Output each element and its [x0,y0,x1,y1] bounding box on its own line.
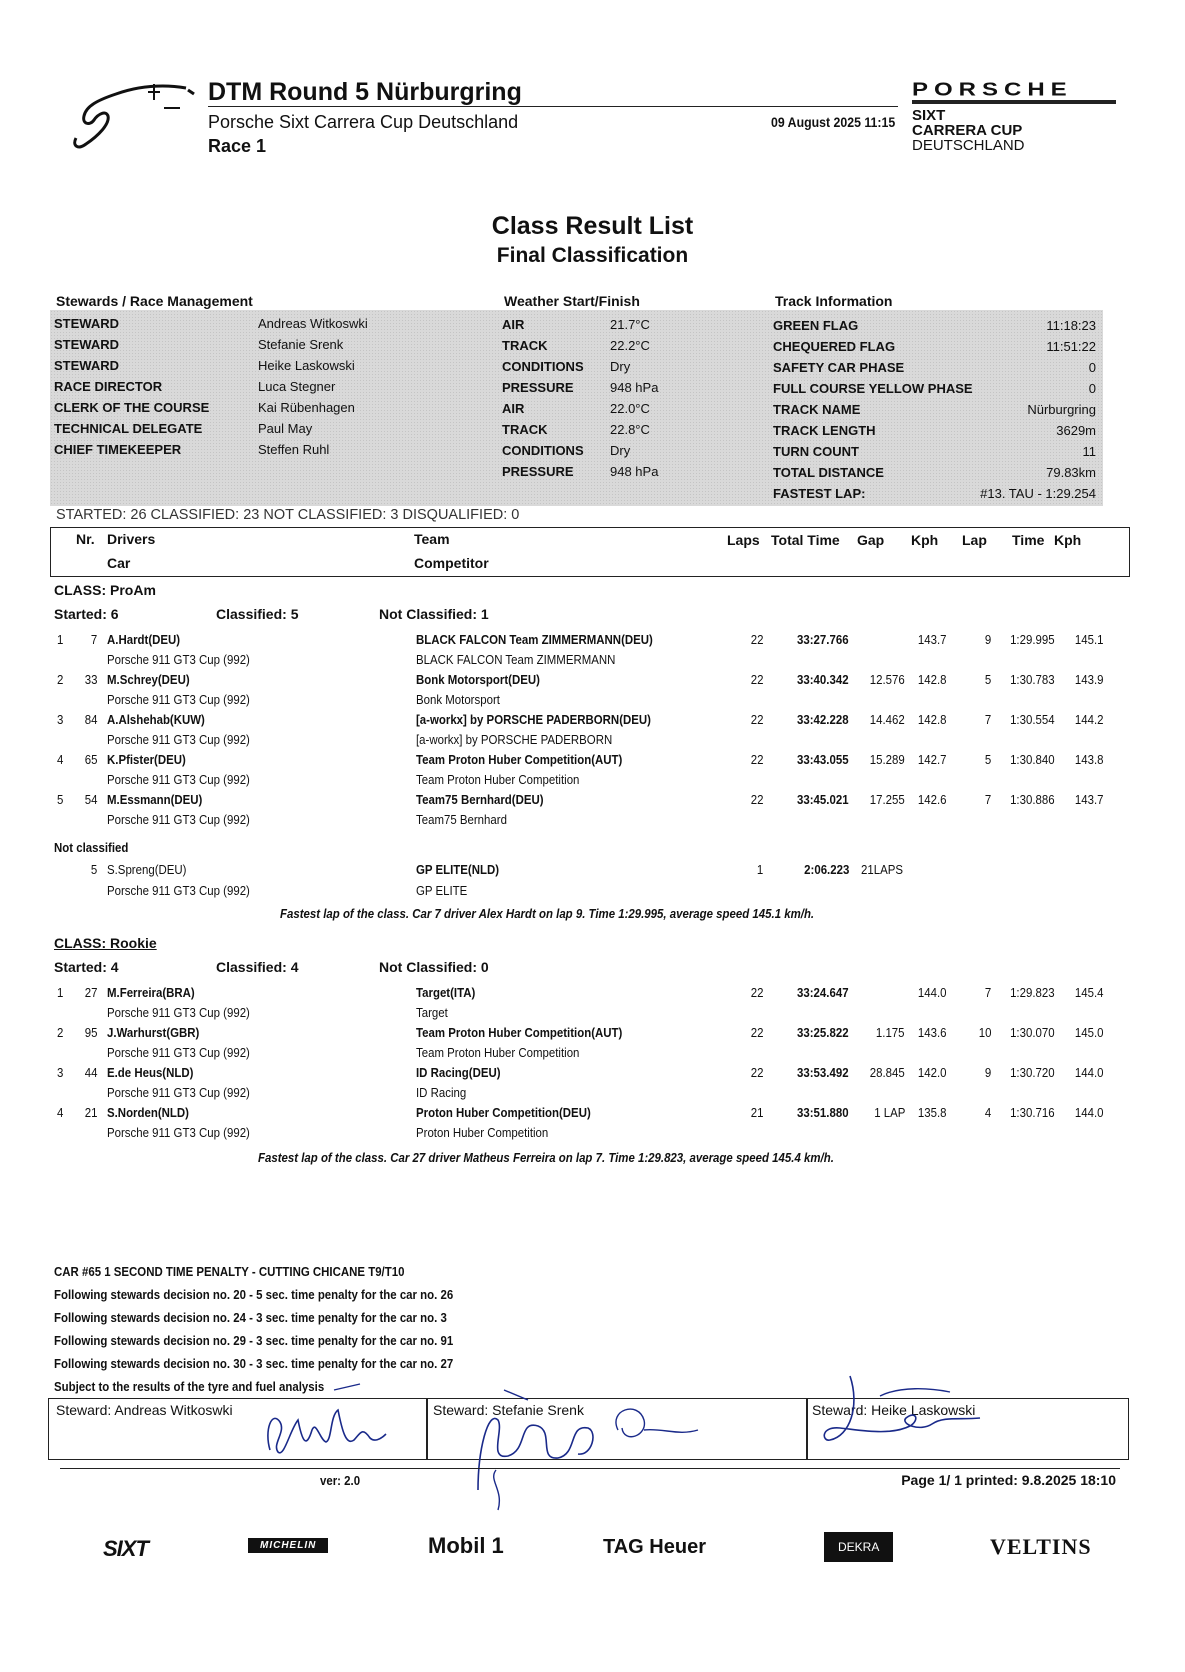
car-model: Porsche 911 GT3 Cup (992) [107,772,250,787]
team-name: BLACK FALCON Team ZIMMERMANN(DEU) [416,632,653,647]
best-lap-time: 1:30.720 [1010,1065,1055,1080]
track-value: #13. TAU - 1:29.254 [980,486,1096,501]
series-name: Porsche Sixt Carrera Cup Deutschland [208,112,519,132]
weather-label: AIR [502,317,525,332]
class-not-classified: Not Classified: 1 [379,606,489,622]
signature-label: Steward: Stefanie Srenk [433,1402,584,1418]
competitor-name: Bonk Motorsport [416,692,500,707]
avg-kph: 142.8 [918,712,947,727]
weather-value: Dry [610,443,631,458]
avg-kph: 135.8 [918,1105,947,1120]
weather-value: 22.2°C [610,338,650,353]
col-kph-best: Kph [1054,532,1082,548]
total-time: 33:40.342 [797,672,849,687]
track-label: TURN COUNT [773,444,859,459]
porsche-logo-rule [912,100,1116,104]
best-lap-kph: 145.0 [1075,1025,1104,1040]
avg-kph: 143.6 [918,1025,947,1040]
total-time: 33:27.766 [797,632,849,647]
steward-name: Kai Rübenhagen [258,400,355,415]
best-lap-kph: 144.2 [1075,712,1104,727]
steward-role: CHIEF TIMEKEEPER [54,442,182,457]
weather-heading: Weather Start/Finish [504,293,640,309]
best-lap-number: 4 [984,1105,991,1120]
race-name: Race 1 [208,136,267,156]
team-name: Target(ITA) [416,985,476,1000]
laps: 22 [750,985,763,1000]
best-lap-number: 7 [984,985,991,1000]
driver-name: M.Essmann(DEU) [107,792,203,807]
team-name: ID Racing(DEU) [416,1065,501,1080]
car-model: Porsche 911 GT3 Cup (992) [107,1125,250,1140]
signature-witkoswki-icon [250,1380,410,1460]
laps: 22 [750,1025,763,1040]
weather-label: CONDITIONS [502,443,584,458]
footer-rule [60,1468,1120,1469]
steward-role: CLERK OF THE COURSE [54,400,210,415]
best-lap-kph: 144.0 [1075,1105,1104,1120]
weather-value: 948 hPa [610,380,659,395]
weather-value: Dry [610,359,631,374]
class-classified: Classified: 4 [216,959,299,975]
class-classified: Classified: 5 [216,606,299,622]
sponsor-michelin-logo: MICHELIN [248,1538,328,1553]
car-model: Porsche 911 GT3 Cup (992) [107,732,250,747]
car-model: Porsche 911 GT3 Cup (992) [107,652,250,667]
stewards-heading: Stewards / Race Management [56,293,253,309]
brand-sixt: SIXT [912,107,946,124]
signature-srenk-icon [468,1370,708,1520]
gap: 28.845 [870,1065,905,1080]
signature-label: Steward: Heike Laskowski [812,1402,976,1418]
col-total-time: Total Time [771,532,840,548]
car-number: 5 [90,862,97,877]
laps: 22 [750,672,763,687]
steward-name: Andreas Witkoswki [258,316,368,331]
best-lap-time: 1:29.823 [1010,985,1055,1000]
driver-name: M.Ferreira(BRA) [107,985,195,1000]
weather-value: 948 hPa [610,464,659,479]
version: ver: 2.0 [320,1473,361,1488]
track-value: 0 [1088,381,1096,396]
track-label: TRACK LENGTH [773,423,876,438]
track-label: CHEQUERED FLAG [773,339,896,354]
total-time: 33:53.492 [797,1065,849,1080]
class-fastest-lap: Fastest lap of the class. Car 27 driver Matheus Ferreira on lap 7. Time 1:29.823, average speed 145.4 km/h. [258,1150,834,1165]
team-name: Team75 Bernhard(DEU) [416,792,544,807]
gap: 14.462 [870,712,905,727]
class-name: CLASS: ProAm [54,582,156,598]
best-lap-time: 1:30.070 [1010,1025,1055,1040]
position: 1 [57,985,64,1000]
signature-laskowski-icon [820,1366,1000,1456]
driver-name: J.Warhurst(GBR) [107,1025,200,1040]
sponsor-dekra-logo: DEKRA [824,1532,893,1562]
not-classified-label: Not classified [54,840,129,855]
competitor-name: BLACK FALCON Team ZIMMERMANN [416,652,616,667]
position: 4 [57,752,64,767]
car-model: Porsche 911 GT3 Cup (992) [107,1045,250,1060]
position: 2 [57,1025,64,1040]
race-summary: STARTED: 26 CLASSIFIED: 23 NOT CLASSIFIED: 3 DISQUALIFIED: 0 [56,507,520,523]
brand-carrera-cup: CARRERA CUP [912,122,1023,139]
sponsor-sixt-logo: SIXT [103,1536,148,1561]
position: 4 [57,1105,64,1120]
col-car: Car [107,555,131,571]
best-lap-kph: 143.7 [1075,792,1104,807]
col-team: Team [414,531,450,547]
track-label: GREEN FLAG [773,318,859,333]
best-lap-time: 1:30.554 [1010,712,1055,727]
weather-value: 21.7°C [610,317,650,332]
weather-label: TRACK [502,338,548,353]
steward-role: STEWARD [54,358,119,373]
best-lap-kph: 145.4 [1075,985,1104,1000]
weather-label: TRACK [502,422,548,437]
total-time: 33:25.822 [797,1025,849,1040]
car-number: 7 [90,632,97,647]
track-heading: Track Information [775,293,893,309]
col-lap: Lap [962,532,987,548]
car-number: 84 [84,712,97,727]
total-time: 2:06.223 [803,862,849,877]
class-name: CLASS: Rookie [54,935,157,951]
team-name: Team Proton Huber Competition(AUT) [416,1025,623,1040]
competitor-name: Team Proton Huber Competition [416,772,580,787]
total-time: 33:51.880 [797,1105,849,1120]
laps: 1 [756,862,763,877]
best-lap-time: 1:29.995 [1010,632,1055,647]
sponsor-mobil1-logo: Mobil 1 [428,1533,504,1558]
laps: 22 [750,712,763,727]
document-subtitle: Final Classification [496,244,689,267]
col-drivers: Drivers [107,531,156,547]
best-lap-time: 1:30.840 [1010,752,1055,767]
best-lap-time: 1:30.716 [1010,1105,1055,1120]
track-value: 79.83km [1046,465,1096,480]
competitor-name: Team Proton Huber Competition [416,1045,580,1060]
track-label: TRACK NAME [773,402,861,417]
best-lap-time: 1:30.783 [1010,672,1055,687]
avg-kph: 143.7 [918,632,947,647]
driver-name: K.Pfister(DEU) [107,752,186,767]
driver-name: A.Hardt(DEU) [107,632,181,647]
position: 1 [57,632,64,647]
gap: 15.289 [870,752,905,767]
steward-role: STEWARD [54,316,119,331]
track-label: FASTEST LAP: [773,486,866,501]
laps: 22 [750,1065,763,1080]
gap: 1.175 [876,1025,905,1040]
steward-name: Steffen Ruhl [258,442,330,457]
weather-label: CONDITIONS [502,359,584,374]
steward-role: STEWARD [54,337,119,352]
laps: 22 [750,752,763,767]
position: 3 [57,712,64,727]
team-name: Proton Huber Competition(DEU) [416,1105,591,1120]
best-lap-number: 9 [984,632,991,647]
competitor-name: GP ELITE [416,883,468,898]
signature-label: Steward: Andreas Witkoswki [56,1402,233,1418]
car-number: 27 [84,985,97,1000]
note-line: Following stewards decision no. 24 - 3 sec. time penalty for the car no. 3 [54,1310,447,1325]
laps: 22 [750,632,763,647]
track-value: 11 [1082,444,1096,459]
col-laps: Laps [727,532,760,548]
driver-name: A.Alshehab(KUW) [107,712,205,727]
best-lap-kph: 143.9 [1075,672,1104,687]
competitor-name: ID Racing [416,1085,467,1100]
total-time: 33:24.647 [797,985,849,1000]
car-number: 44 [84,1065,97,1080]
steward-name: Paul May [258,421,313,436]
competitor-name: Team75 Bernhard [416,812,507,827]
class-not-classified: Not Classified: 0 [379,959,489,975]
track-value: 11:51:22 [1046,339,1096,354]
note-line: Subject to the results of the tyre and fuel analysis [54,1379,325,1394]
car-model: Porsche 911 GT3 Cup (992) [107,1005,250,1020]
track-label: FULL COURSE YELLOW PHASE [773,381,973,396]
best-lap-number: 5 [984,672,991,687]
header-rule [208,106,898,107]
track-label: TOTAL DISTANCE [773,465,884,480]
driver-name: M.Schrey(DEU) [107,672,190,687]
page-printed: Page 1/ 1 printed: 9.8.2025 18:10 [901,1472,1116,1488]
class-started: Started: 4 [54,959,119,975]
col-nr: Nr. [76,531,95,547]
gap: 21LAPS [861,862,903,877]
driver-name: S.Spreng(DEU) [107,862,187,877]
position: 2 [57,672,64,687]
note-line: CAR #65 1 SECOND TIME PENALTY - CUTTING CHICANE T9/T10 [54,1264,405,1279]
weather-label: AIR [502,401,525,416]
best-lap-kph: 145.1 [1075,632,1104,647]
competitor-name: Proton Huber Competition [416,1125,549,1140]
driver-name: S.Norden(NLD) [107,1105,189,1120]
class-fastest-lap: Fastest lap of the class. Car 7 driver Alex Hardt on lap 9. Time 1:29.995, average speed 145.1 km/h. [280,906,815,921]
avg-kph: 144.0 [918,985,947,1000]
nurburgring-track-logo-icon [68,80,200,152]
porsche-logo: PORSCHE [912,79,1073,100]
laps: 22 [750,792,763,807]
car-model: Porsche 911 GT3 Cup (992) [107,1085,250,1100]
gap: 12.576 [870,672,905,687]
steward-name: Luca Stegner [258,379,336,394]
col-kph: Kph [911,532,939,548]
event-title: DTM Round 5 Nürburgring [208,78,522,106]
col-gap: Gap [857,532,885,548]
car-model: Porsche 911 GT3 Cup (992) [107,692,250,707]
total-time: 33:42.228 [797,712,849,727]
best-lap-number: 7 [984,712,991,727]
avg-kph: 142.6 [918,792,947,807]
signature-divider [806,1398,808,1460]
brand-deutschland: DEUTSCHLAND [912,137,1025,154]
steward-role: TECHNICAL DELEGATE [54,421,203,436]
team-name: Bonk Motorsport(DEU) [416,672,540,687]
competitor-name: Target [416,1005,448,1020]
track-label: SAFETY CAR PHASE [773,360,905,375]
steward-name: Heike Laskowski [258,358,355,373]
weather-label: PRESSURE [502,464,574,479]
event-datetime: 09 August 2025 11:15 [771,114,896,130]
car-number: 33 [84,672,97,687]
col-competitor: Competitor [414,555,489,571]
signature-divider [426,1398,428,1460]
best-lap-time: 1:30.886 [1010,792,1055,807]
weather-value: 22.0°C [610,401,650,416]
best-lap-number: 7 [984,792,991,807]
best-lap-number: 10 [978,1025,991,1040]
car-number: 21 [84,1105,97,1120]
note-line: Following stewards decision no. 20 - 5 sec. time penalty for the car no. 26 [54,1287,454,1302]
team-name: Team Proton Huber Competition(AUT) [416,752,623,767]
position: 5 [57,792,64,807]
steward-role: RACE DIRECTOR [54,379,163,394]
car-model: Porsche 911 GT3 Cup (992) [107,883,250,898]
car-number: 54 [84,792,97,807]
col-time: Time [1012,532,1045,548]
track-value: 11:18:23 [1046,318,1096,333]
team-name: GP ELITE(NLD) [416,862,500,877]
gap: 1 LAP [873,1105,905,1120]
class-started: Started: 6 [54,606,119,622]
total-time: 33:43.055 [797,752,849,767]
avg-kph: 142.0 [918,1065,947,1080]
team-name: [a-workx] by PORSCHE PADERBORN(DEU) [416,712,651,727]
avg-kph: 142.8 [918,672,947,687]
car-number: 95 [84,1025,97,1040]
best-lap-number: 9 [984,1065,991,1080]
laps: 21 [750,1105,763,1120]
car-model: Porsche 911 GT3 Cup (992) [107,812,250,827]
sponsor-tagheuer-logo: TAG Heuer [603,1536,706,1558]
weather-value: 22.8°C [610,422,650,437]
steward-name: Stefanie Srenk [258,337,344,352]
total-time: 33:45.021 [797,792,849,807]
document-title: Class Result List [491,212,694,240]
car-number: 65 [84,752,97,767]
best-lap-number: 5 [984,752,991,767]
driver-name: E.de Heus(NLD) [107,1065,194,1080]
note-line: Following stewards decision no. 29 - 3 sec. time penalty for the car no. 91 [54,1333,454,1348]
best-lap-kph: 143.8 [1075,752,1104,767]
position: 3 [57,1065,64,1080]
best-lap-kph: 144.0 [1075,1065,1104,1080]
track-value: 3629m [1056,423,1096,438]
track-value: 0 [1088,360,1096,375]
competitor-name: [a-workx] by PORSCHE PADERBORN [416,732,613,747]
avg-kph: 142.7 [918,752,947,767]
sponsor-veltins-logo: VELTINS [990,1534,1092,1559]
weather-label: PRESSURE [502,380,574,395]
note-line: Following stewards decision no. 30 - 3 sec. time penalty for the car no. 27 [54,1356,454,1371]
gap: 17.255 [870,792,905,807]
track-value: Nürburgring [1027,402,1096,417]
